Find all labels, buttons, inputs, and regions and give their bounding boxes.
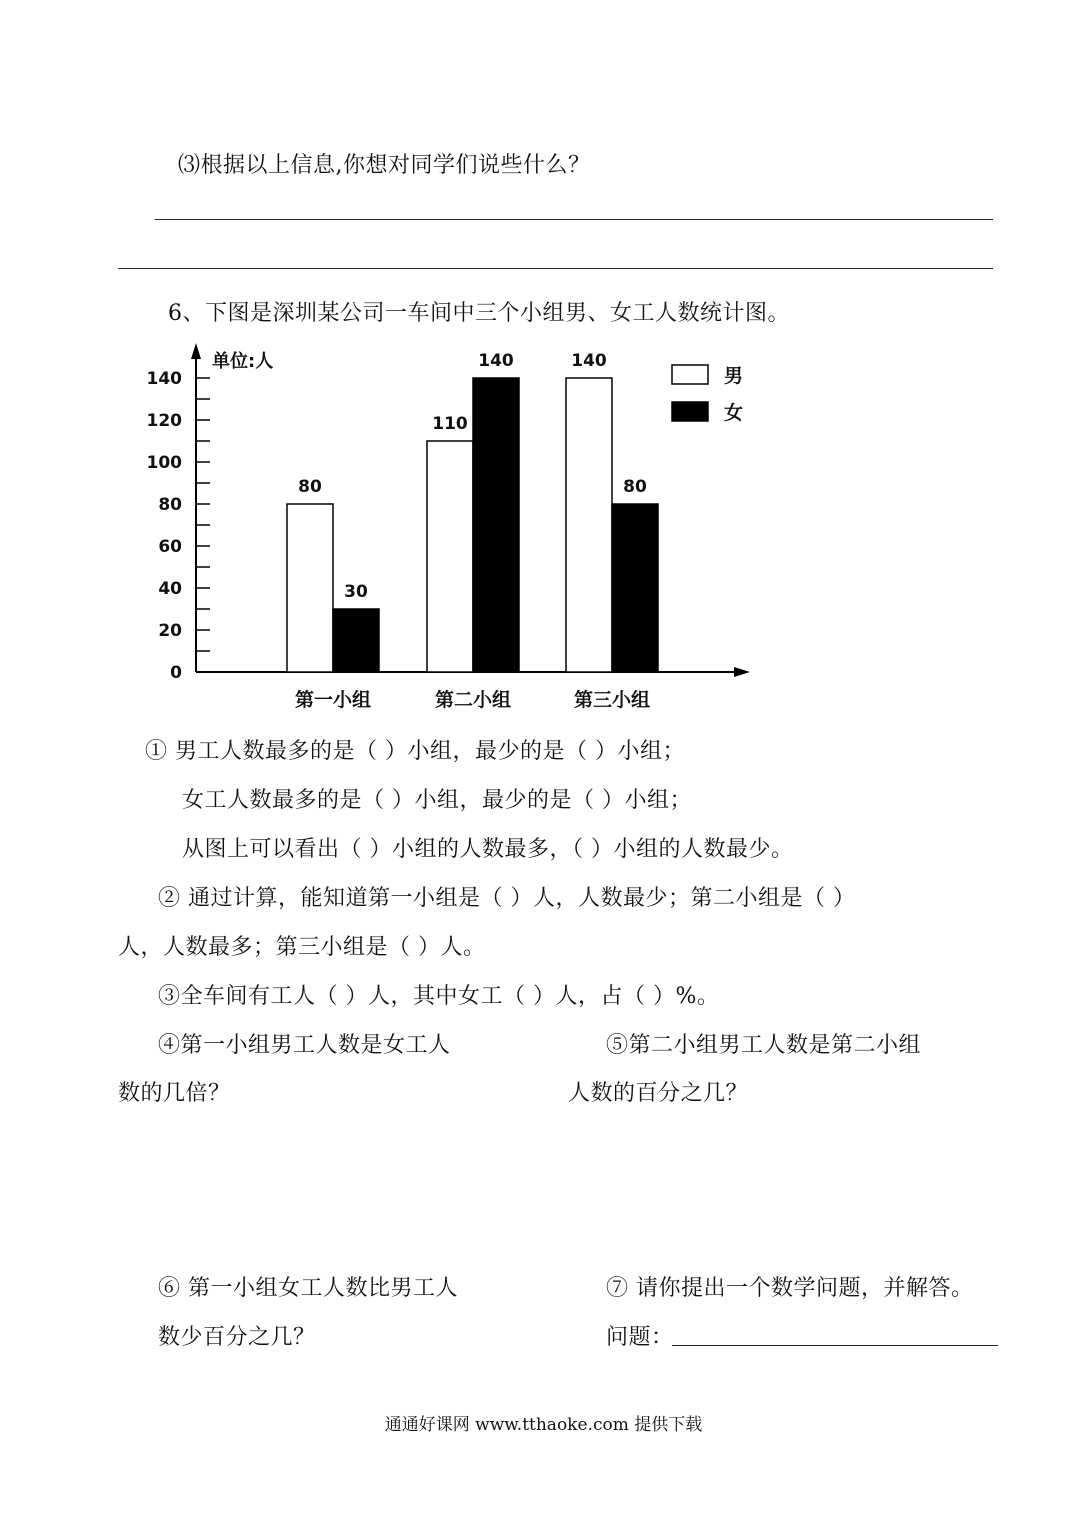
bar-value-label: 80 (623, 477, 647, 497)
y-tick-label: 60 (158, 537, 182, 557)
y-tick-label: 0 (170, 663, 182, 683)
bar-value-label: 140 (478, 351, 514, 371)
bar (287, 504, 333, 672)
legend-label: 女 (724, 402, 744, 424)
y-tick-label: 20 (158, 621, 182, 641)
answer-line-1 (155, 219, 993, 220)
x-axis-arrow (734, 667, 750, 677)
y-tick-label: 40 (158, 579, 182, 599)
q7-line-2: 问题： (606, 1325, 674, 1350)
q3-prompt: ⑶根据以上信息,你想对同学们说些什么？ (178, 153, 591, 178)
y-tick-label: 100 (146, 453, 182, 473)
q7-answer-line (672, 1345, 998, 1346)
q5-line-1: ⑤第二小组男工人数是第二小组 (606, 1033, 922, 1058)
legend-label: 男 (724, 365, 744, 387)
answer-line-2 (118, 268, 993, 269)
legend-swatch (672, 365, 708, 384)
y-tick-label: 120 (146, 411, 182, 431)
q1-line-1: ① 男工人数最多的是（ ）小组，最少的是（ ）小组； (145, 739, 685, 764)
q1-line-2: 女工人数最多的是（ ）小组，最少的是（ ）小组； (182, 788, 692, 813)
bar-value-label: 110 (432, 414, 468, 434)
bar (473, 378, 519, 672)
bar (333, 609, 379, 672)
q4-line-1: ④第一小组男工人数是女工人 (158, 1033, 451, 1058)
bar (566, 378, 612, 672)
category-label: 第一小组 (294, 689, 372, 711)
bar (427, 441, 473, 672)
q7-line-1: ⑦ 请你提出一个数学问题，并解答。 (606, 1276, 974, 1301)
q4-line-2: 数的几倍？ (118, 1081, 231, 1106)
footer-text: 通通好课网 www.tthaoke.com 提供下载 (384, 1415, 703, 1435)
y-tick-label: 80 (158, 495, 182, 515)
q6-title: 6、下图是深圳某公司一车间中三个小组男、女工人数统计图。 (168, 301, 790, 326)
unit-label: 单位:人 (212, 351, 274, 372)
bar (612, 504, 658, 672)
q1-line-3: 从图上可以看出（ ）小组的人数最多，（ ）小组的人数最少。 (182, 837, 794, 862)
category-label: 第二小组 (434, 689, 512, 711)
bar-value-label: 140 (571, 351, 607, 371)
bar-chart (130, 335, 770, 720)
q6-line-2: 数少百分之几？ (158, 1325, 316, 1350)
y-axis-arrow (191, 343, 201, 359)
y-tick-label: 140 (146, 369, 182, 389)
q2-line-1: ② 通过计算，能知道第一小组是（ ）人，人数最少；第二小组是（ ） (158, 886, 856, 911)
q6-line-1: ⑥ 第一小组女工人数比男工人 (158, 1276, 458, 1301)
q2-line-2: 人，人数最多；第三小组是（ ）人。 (118, 935, 486, 960)
bar-value-label: 30 (344, 582, 368, 602)
category-label: 第三小组 (573, 689, 651, 711)
q3-line: ③全车间有工人（ ）人，其中女工（ ）人，占（ ）%。 (158, 984, 720, 1009)
legend-swatch (672, 402, 708, 421)
q5-line-2: 人数的百分之几？ (568, 1081, 749, 1106)
bar-value-label: 80 (298, 477, 322, 497)
